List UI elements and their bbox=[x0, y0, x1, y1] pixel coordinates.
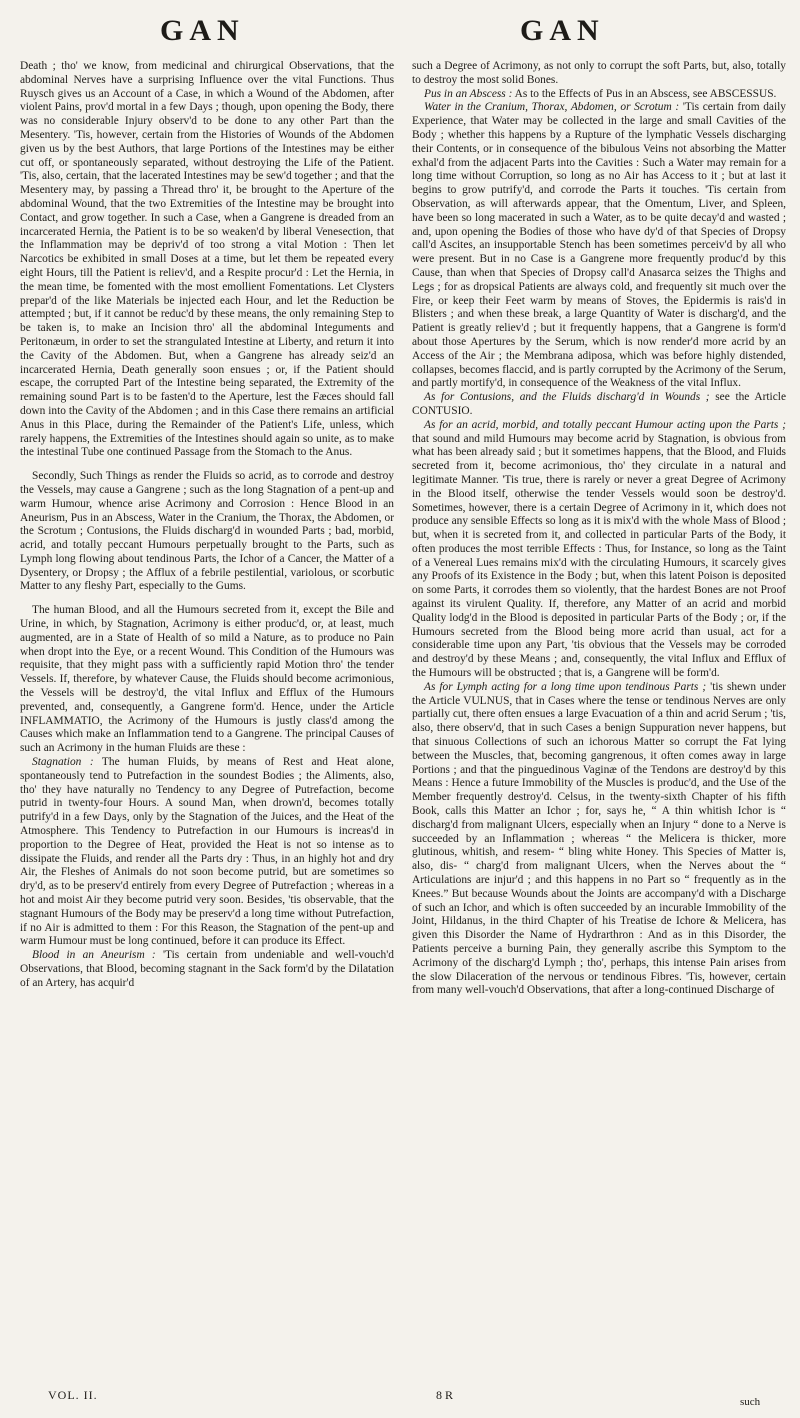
paragraph bbox=[20, 949, 394, 990]
paragraph-text: such a Degree of Acrimony, as not only to corrupt the soft Parts, but, also, totally to destroy the most solid Bones. bbox=[412, 60, 786, 86]
paragraph-lead: As for an acrid, morbid, and totally peccant Humour acting upon the Parts ; bbox=[424, 418, 786, 431]
volume-number: VOL. II. bbox=[48, 1388, 98, 1402]
paragraph bbox=[20, 60, 394, 460]
running-header bbox=[0, 14, 800, 54]
catchword: such bbox=[740, 1396, 761, 1408]
left-column bbox=[20, 60, 394, 1390]
paragraph bbox=[412, 391, 786, 419]
paragraph-text: that sound and mild Humours may become acrid by Stagnation, is obvious from what has been already said ; but it sometimes happens, that the Blood, and Fluids secreted from it, become acrimonious, tho' they circulate in a natural and legitimate Manner. 'Tis true, there is rarely or never a great Degree of Acrimony in the Blood itself, otherwise the tender Vessels would soon be destroy'd. Sometimes, however, there is a certain Degree of Acrimony in it, which does not produce any sensible Effects so long as it is mix'd with the whole Mass of Blood ; but, when it is secreted from it, and collected in particular Parts of the Body, it often produces the most terrible Effects : Thus, for Instance, so long as the Taint of a Venereal Lues remains mix'd with the circulating Humours, it scarcely gives any Proofs of its Existence in the Body ; but, when this latent Poison is deposited on some Parts, it corrodes them so violently, that the hardest Bones are not Proof against its virulent Quality. If, therefore, any Matter of an acrid and morbid Quality lodg'd in the Blood is deposited in particular Parts of the Body ; or, if the Humours secreted from the Blood being more acrid than usual, act for a considerable time upon any Part, 'tis obvious that the Vessels may be corroded and destroy'd by these Means ; and, consequently, the vital Influx and Efflux of the Humours will be obstructed ; that is, a Gangrene will be form'd. bbox=[412, 432, 786, 680]
paragraph-text: 'Tis certain from undeniable and well-vouch'd Observations, that Blood, becoming stagnant in the Sack form'd by the Dilatation of an Artery, has acquir'd bbox=[20, 949, 394, 989]
paragraph-lead: As for Contusions, and the Fluids discharg'd in Wounds ; bbox=[424, 391, 710, 404]
paragraph-text: 'Tis certain from daily Experience, that Water may be collected in the large and small Cavities of the Body ; whether this happens by a Rupture of the lymphatic Vessels discharging their Contents, or in consequence of the bibulous Veins not absorbing the Matter exhal'd from the adjacent Parts into the Cavities : Such a Water may remain for a long time without Corruption, so long as no Air has Access to it ; but at last it begins to grow putrify'd, and corrode the Parts it touches. 'Tis certain from Observation, as will afterwards appear, that the Omentum, Liver, and Spleen, have been so long macerated in such a Water, as to be quite decay'd and wasted ; and, upon opening the Bodies of those who have dy'd of that Species of Dropsy call'd Ascites, an insupportable Stench has been sometimes perceiv'd by all who were present. But in no Case is a Gangrene more frequently produc'd by this Cause, than when that Species of Dropsy call'd Anasarca seizes the Thighs and Legs ; for as dropsical Patients are always cold, and frequently sit much over the Fire, or keep their Feet warm by means of Stoves, the Epidermis is rais'd in Blisters ; and when these break, a large Quantity of Water is discharg'd, and the Patient is greatly reliev'd ; but it frequently happens, that a Gangrene is form'd about those Apertures by the Serum, which is now render'd more acrid by an Access of the Air ; the Membrana adiposa, which was before highly distended, collapses, becomes flaccid, and is partly corrupted by the Acrimony of the Serum, and partly mortify'd, in consequence of the Weakness of the vital Influx. bbox=[412, 101, 786, 390]
headword-right: GAN bbox=[520, 14, 605, 47]
paragraph-text: Secondly, Such Things as render the Fluids so acrid, as to corrode and destroy the Vessels, may cause a Gangrene ; such as the long Stagnation of a pent-up and warm Humour, whence arise Acrimony and Corrosion : Hence Blood in an Aneurism, Pus in an Abscess, Water in the Cranium, the Thorax, the Abdomen, or the Scrotum ; Contusions, the Fluids discharg'd in wounded Parts ; bad, morbid, acrid, and totally peccant Humours perpetually brought to the Parts, such as Lymph long flowing about tendinous Parts, the Ichor of a Cancer, the Matter of a Dysentery, or Dropsy ; the Afflux of a febrile pestilential, variolous, or scorbutic Matter to any fleshy Part, especially to the Gums. bbox=[20, 470, 394, 593]
right-column bbox=[412, 60, 786, 1390]
paragraph-text: The human Blood, and all the Humours secreted from it, except the Bile and Urine, in which, by Stagnation, Acrimony is either produc'd, or, at least, much augmented, are in a State of Health of so mild a Nature, as to produce no Pain when dropt into the Eye, or a recent Wound. This Condition of the Humours was requisite, that they might pass with a sufficiently rapid Motion thro' the tender Vessels. If, therefore, by whatever Cause, the Fluids should become acrimonious, the Vessels will be destroy'd, the vital Influx and Efflux of the Humours prevented, and, consequently, a Gangrene form'd. Hence, under the Article INFLAMMATIO, the Acrimony of the Humours is justly class'd among the Causes which make an Inflammation tend to a Gangrene. The principal Causes of such an Acrimony in the human Fluids are these : bbox=[20, 604, 394, 755]
paragraph bbox=[20, 756, 394, 949]
paragraph-text: As to the Effects of Pus in an Abscess, see ABSCESSUS. bbox=[512, 87, 777, 100]
paragraph-lead: Water in the Cranium, Thorax, Abdomen, or Scrotum : bbox=[424, 101, 680, 114]
headword-left: GAN bbox=[160, 14, 245, 47]
paragraph-lead: Blood in an Aneurism : bbox=[32, 949, 156, 962]
paragraph-lead: Stagnation : bbox=[32, 756, 94, 769]
paragraph-text: see the Article CONTUSIO. bbox=[412, 391, 786, 417]
page-footer bbox=[0, 1388, 800, 1410]
paragraph bbox=[20, 604, 394, 756]
paragraph bbox=[412, 101, 786, 391]
paragraph bbox=[412, 60, 786, 88]
paragraph-text: Death ; tho' we know, from medicinal and chirurgical Observations, that the abdominal Nerves have a surprising Influence over the vital Functions. Thus Ruysch gives us an Account of a Case, in which a Wound of the Abdomen, after violent Pains, prov'd mortal in a few Days ; though, upon opening the Body, there was no considerable Injury observ'd to be done to any other Part than the Mesentery. 'Tis, however, certain from the Histories of Wounds of the Abdomen given us by the best Authors, that large Portions of the Intestines may be either cut off, or spontaneously separated, without destroying the Life of the Patient. 'Tis, also, certain, that the lacerated Intestines may be sew'd together ; and that the Mesentery may, by passing a Thread thro' it, be brought to the Aperture of the abdominal Wound, that the two Extremities of the Intestine may be brought into Contact, and grow together. In such a Case, when a Gangrene is dreaded from an incarcerated Hernia, the Patient is to be so weaken'd by liberal Venesection, that the Inflammation may be depriv'd of too strong a vital Motion : Then let Narcotics be exhibited in small Doses at a time, but let them be repeated every eight Hours, till the Patient is reliev'd, and a Respite procur'd : Let the Hernia, in the mean time, be fomented with the most emollient Fomentations. Let Clysters prepar'd of the like Materials be injected each Hour, and let the Reduction be attempted ; but, if it cannot be reduc'd by these means, the only remaining Step to be taken is, to make an Incision thro' all the abdominal Integuments and Peritonæum, in order to set the strangulated Intestine at Liberty, and return it into the Cavity of the Abdomen. But, when a Gangrene has already seiz'd an incarcerated Hernia, Death generally soon ensues ; or, if the Patient should escape, the corrupted Part of the Intestine being separated, the Extremity of the remaining sound Part is to be fasten'd to the Aperture, lest the Fæces should fall down into the Cavity of the Abdomen ; and in this Case there remains an artificial Anus in this Place, during the Remainder of the Patient's Life, unless, which rarely happens, the Extremities of the Intestines should again so unite, as to make the intestinal Tube one continued Passage from the Stomach to the Anus. bbox=[20, 60, 394, 459]
paragraph bbox=[20, 470, 394, 594]
paragraph bbox=[412, 419, 786, 681]
paragraph-lead: Pus in an Abscess : bbox=[424, 87, 513, 100]
signature-mark: 8 R bbox=[436, 1388, 454, 1402]
paragraph bbox=[412, 88, 786, 102]
paragraph-lead: As for Lymph acting for a long time upon tendinous Parts ; bbox=[424, 680, 707, 693]
paragraph-text: The human Fluids, by means of Rest and Heat alone, spontaneously tend to Putrefaction in the soundest Bodies ; the Aliments, also, tho' they have naturally no Tendency to any Degree of Putrefaction, become putrid in twenty-four Hours. A sound Man, when drown'd, becomes totally putrify'd in a few Days, only by the Stagnation of the Juices, and the Heat of the Atmosphere. This Tendency to Putrefaction in our Humours is increas'd in proportion to the Degree of Heat, provided the Heat is not so intense as to dissipate the Fluids, and render all the Parts dry : Thus, in an highly hot and dry Air, the Fleshes of Animals do not soon become putrid, but are sometimes so dry'd, as to be preserv'd entirely from every Degree of Putrefaction ; whereas in a hot and moist Air they become putrid very soon. Besides, 'tis observable, that the stagnant Humours of the Body may be preserv'd a long time without Putrefaction, if no Air is admitted to them : For this Reason, the Stagnation of the pent-up and warm Humour must be long continued, before it can produce its Effect. bbox=[20, 756, 394, 948]
paragraph-text: 'tis shewn under the Article VULNUS, that in Cases where the tense or tendinous Nerves are only partially cut, there often ensues a large Evacuation of a thin and acrid Serum ; 'tis, also, there observ'd, that in such Cases a benign Suppuration never happens, but that sinuous Collections of such an ichorous Matter so corrupt the Fat lying between the Muscles, that, becoming gangrenous, it often comes away in large Portions ; and that the pinguedinous Vaginæ of the Tendons are destroy'd by this Means : Hence a future Immobility of the Muscles is produc'd, and the Use of the Member frequently destroy'd. Celsus, in the twenty-sixth Chapter of his fifth Book, calls this Matter an Ichor ; for, says he, “ A thin whitish Ichor is “ discharg'd from malignant Ulcers, especially when an Injury “ done to a Nerve is succeeded by an Inflammation ; whereas “ the Melicera is thicker, more glutinous, whitish, and resem- “ bling white Honey. This Species of Matter is, also, dis- “ charg'd from malignant Ulcers, when the Nerves about the “ Articulations are injur'd ; and this happens in no Part so “ frequently as in the Knees.” But because Wounds about the Joints are accompany'd with a Discharge of such an Ichor, and which is often succeeded by an incurable Immobility of the Joint, Hildanus, in the third Chapter of his Treatise de Ichore & Melicera, has given this Disorder the Name of Hydrarthron : And as in this Disorder, the Patients perceive a burning Pain, they generally ascribe this Symptom to the Acrimony of the discharg'd Lymph ; tho', perhaps, this intense Pain arises from the slow Dilaceration of the nervous or tendinous Fibres. 'Tis, however, certain from many well-vouch'd Observations, that after a long-continued Discharge of bbox=[412, 680, 786, 997]
paragraph bbox=[412, 681, 786, 998]
